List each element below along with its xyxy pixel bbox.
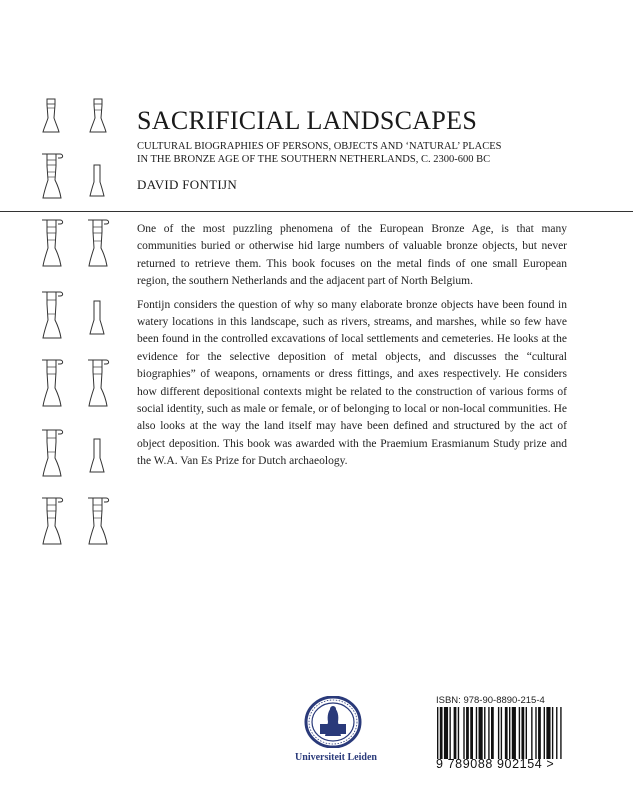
barcode-bar (501, 707, 502, 759)
bronze-axe-drawing-icon (84, 494, 112, 546)
bronze-axe-drawing-icon (40, 98, 62, 134)
barcode-bar (463, 707, 464, 759)
isbn-label: ISBN: 978-90-8890-215-4 (436, 695, 545, 706)
barcode-bar (444, 707, 448, 759)
barcode-bar (512, 707, 516, 759)
subtitle-line: IN THE BRONZE AGE OF THE SOUTHERN NETHERLANDS, C. 2300-600 BC (137, 154, 491, 165)
bronze-axe-drawing-icon (38, 426, 66, 478)
barcode-digits: 9 789088 902154 > (436, 757, 555, 771)
barcode-bar (531, 707, 532, 759)
barcode-bar (484, 707, 485, 759)
barcode-bar (491, 707, 494, 759)
bronze-axe-drawing-icon (38, 216, 66, 268)
barcode-bar (479, 707, 483, 759)
bronze-axe-drawing-icon (84, 356, 112, 408)
barcode-bar (466, 707, 469, 759)
blurb-paragraph: One of the most puzzling phenomena of the European Bronze Age, is that many communities buried or otherwise hid large numbers of valuable bronze objects, but never returned to retrieve them. This book focuses on the metal finds of one small European region, the southern Netherlands and the adjacent part of North Belgium. (137, 223, 567, 288)
bronze-axe-drawing-icon (38, 288, 66, 340)
subtitle-line: CULTURAL BIOGRAPHIES OF PERSONS, OBJECTS AND ‘NATURAL’ PLACES (137, 141, 502, 152)
bronze-axe-drawing-icon (38, 356, 66, 408)
barcode-bar (546, 707, 550, 759)
barcode-bar (519, 707, 520, 759)
barcode-bar (560, 707, 561, 759)
barcode-bar (521, 707, 524, 759)
barcode-bar (454, 707, 457, 759)
bronze-axe-drawing-icon (38, 494, 66, 546)
horizontal-divider (0, 211, 633, 212)
barcode-bar (440, 707, 443, 759)
blurb-paragraph: Fontijn considers the question of why so many elaborate bronze objects have been found in watery locations in this landscape, such as rivers, streams, and marshes, while so few have been found in the controlled excavations of local settlements and cemeteries. He looks at the evidence for the selective deposition of metal objects, and discusses the “cultural biographies” of weapons, ornaments or dress fittings, and axes respectively. He considers how different depositional contexts might be related to the construction of various forms of social identity, such as male or female, or of belonging to local or non-local communities. He also looks at the way the land itself may have been defined and structured by the act of object deposition. This book was awarded with the Praemium Erasmianum Study prize and the W.A. Van Es Prize for Dutch archaeology. (137, 298, 567, 468)
bronze-axe-drawing-icon (88, 164, 106, 198)
axe-illustrations-column (0, 0, 130, 800)
barcode-bar (437, 707, 438, 759)
barcode-bar (538, 707, 541, 759)
barcode-bar (470, 707, 473, 759)
bronze-axe-drawing-icon (88, 438, 106, 474)
barcode-bar (449, 707, 450, 759)
barcode-bar (544, 707, 545, 759)
barcode-bar (552, 707, 553, 759)
bronze-axe-drawing-icon (38, 150, 66, 200)
barcode-bar (535, 707, 536, 759)
back-cover-blurb (137, 221, 567, 477)
leiden-university-seal-icon (303, 696, 363, 748)
bronze-axe-drawing-icon (87, 98, 109, 134)
publisher-name: Universiteit Leiden (295, 752, 377, 763)
bronze-axe-drawing-icon (84, 216, 112, 268)
barcode-bar (476, 707, 477, 759)
bronze-axe-drawing-icon (88, 300, 106, 336)
book-title: SACRIFICIAL LANDSCAPES (137, 106, 478, 135)
barcode-bar (498, 707, 499, 759)
barcode-bar (458, 707, 459, 759)
author-name: DAVID FONTIJN (137, 177, 238, 192)
barcode-bar (556, 707, 557, 759)
barcode-bar (526, 707, 527, 759)
ean13-barcode-icon (437, 707, 563, 759)
barcode-bar (509, 707, 510, 759)
barcode-bar (505, 707, 508, 759)
barcode-bar (488, 707, 489, 759)
book-subtitle (137, 140, 607, 166)
